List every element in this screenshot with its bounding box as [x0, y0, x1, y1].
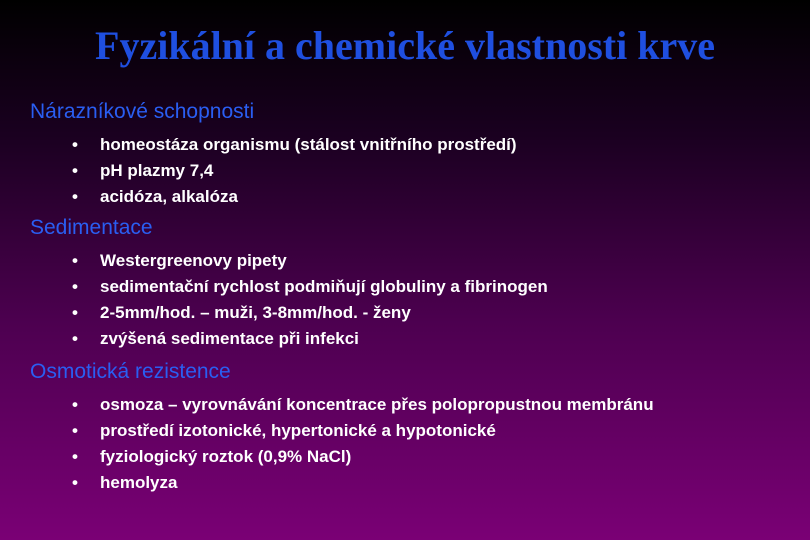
- section-buffer-capacity: [30, 100, 790, 210]
- bullet-text: hemolyza: [100, 473, 178, 492]
- bullet-icon: •: [72, 303, 78, 322]
- bullet-item: [72, 444, 790, 470]
- bullet-item: [72, 132, 790, 158]
- bullet-item: [72, 274, 790, 300]
- bullet-item: [72, 470, 790, 496]
- bullet-item: [72, 392, 790, 418]
- bullet-icon: •: [72, 251, 78, 270]
- bullet-text: zvýšená sedimentace při infekci: [100, 329, 359, 348]
- bullet-icon: •: [72, 161, 78, 180]
- section-osmotic-resistance: [30, 360, 790, 496]
- bullet-text: Westergreenovy pipety: [100, 251, 287, 270]
- bullet-icon: •: [72, 421, 78, 440]
- bullet-text: osmoza – vyrovnávání koncentrace přes polopropustnou membránu: [100, 395, 654, 414]
- bullet-icon: •: [72, 135, 78, 154]
- bullet-icon: •: [72, 473, 78, 492]
- bullet-item: [72, 300, 790, 326]
- bullet-item: [72, 326, 790, 352]
- bullet-icon: •: [72, 277, 78, 296]
- bullet-item: [72, 248, 790, 274]
- bullet-text: pH plazmy 7,4: [100, 161, 214, 180]
- bullet-icon: •: [72, 187, 78, 206]
- bullet-icon: •: [72, 447, 78, 466]
- bullet-icon: •: [72, 395, 78, 414]
- section-heading: Osmotická rezistence: [30, 360, 231, 383]
- slide-title: Fyzikální a chemické vlastnosti krve: [95, 23, 715, 68]
- bullet-icon: •: [72, 329, 78, 348]
- bullet-list: [30, 248, 790, 352]
- section-heading: Sedimentace: [30, 216, 153, 239]
- bullet-text: homeostáza organismu (stálost vnitřního prostředí): [100, 135, 517, 154]
- bullet-text: acidóza, alkalóza: [100, 187, 238, 206]
- bullet-text: 2-5mm/hod. – muži, 3-8mm/hod. - ženy: [100, 303, 411, 322]
- bullet-item: [72, 158, 790, 184]
- bullet-list: [30, 392, 790, 496]
- bullet-text: sedimentační rychlost podmiňují globuliny a fibrinogen: [100, 277, 548, 296]
- bullet-text: prostředí izotonické, hypertonické a hypotonické: [100, 421, 496, 440]
- bullet-item: [72, 418, 790, 444]
- bullet-list: [30, 132, 790, 210]
- section-sedimentation: [30, 216, 790, 352]
- bullet-item: [72, 184, 790, 210]
- bullet-text: fyziologický roztok (0,9% NaCl): [100, 447, 352, 466]
- section-heading: Nárazníkové schopnosti: [30, 100, 255, 123]
